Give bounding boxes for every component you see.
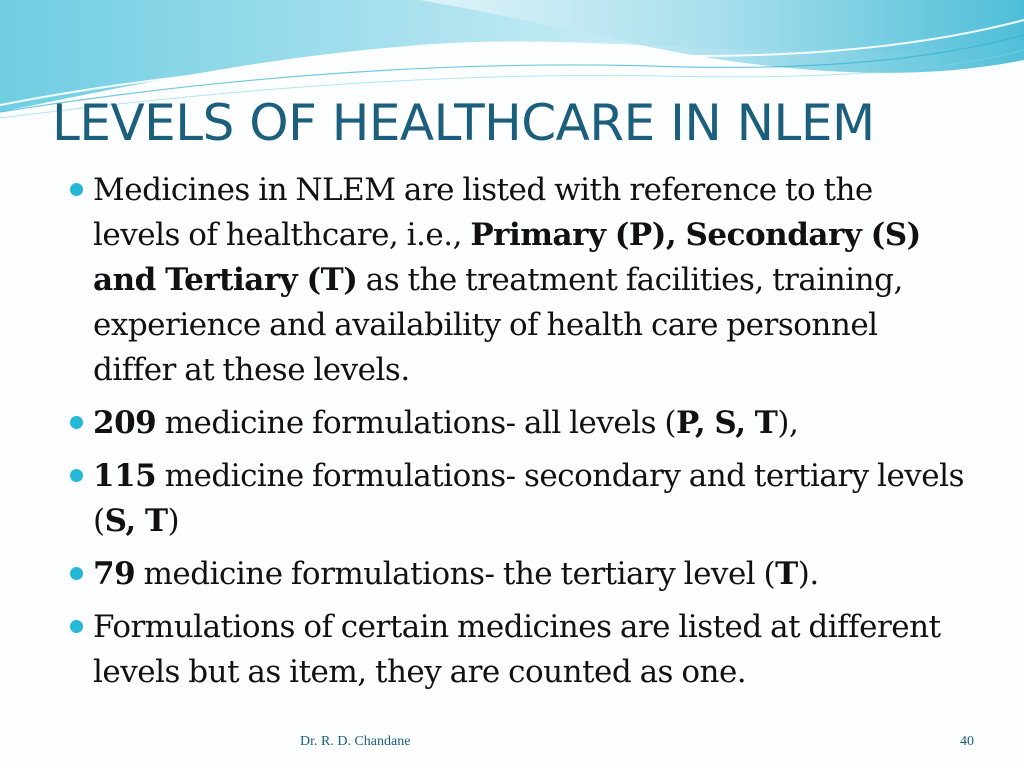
- footer-author: Dr. R. D. Chandane: [300, 734, 411, 749]
- bullet-dot-icon: [70, 620, 83, 633]
- bullet-text-bold: Primary (P), Secondary (S) and Tertiary (T): [93, 217, 921, 298]
- slide-title: LEVELS OF HEALTHCARE IN NLEM: [52, 94, 875, 152]
- bullet-dot-icon: [70, 416, 83, 429]
- bullet-text-bold: S, T: [104, 503, 168, 539]
- bullet-text: ).: [797, 556, 819, 592]
- bullet-list: [64, 168, 964, 703]
- bullet-count: 115: [93, 458, 157, 494]
- bullet-dot-icon: [70, 469, 83, 482]
- bullet-text: ): [167, 503, 180, 539]
- bullet-item: [64, 552, 964, 597]
- bullet-count: 209: [93, 405, 157, 441]
- bullet-text-bold: P, S, T: [676, 405, 778, 441]
- bullet-text: medicine formulations- the tertiary level (: [135, 556, 776, 592]
- bullet-text-bold: T: [775, 556, 798, 592]
- bullet-text: ),: [777, 405, 799, 441]
- bullet-item: [64, 605, 964, 695]
- bullet-item: [64, 168, 964, 393]
- bullet-item: [64, 401, 964, 446]
- bullet-item: [64, 454, 964, 544]
- page-number: 40: [960, 734, 974, 749]
- bullet-text: Medicines in NLEM are listed with reference to the levels of healthcare, i.e.,: [93, 172, 873, 253]
- bullet-text: medicine formulations- secondary and tertiary levels (: [93, 458, 964, 539]
- bullet-text: medicine formulations- all levels (: [156, 405, 677, 441]
- bullet-dot-icon: [70, 567, 83, 580]
- bullet-text: Formulations of certain medicines are listed at different levels but as item, they are counted as one.: [93, 609, 941, 690]
- bullet-dot-icon: [70, 183, 83, 196]
- bullet-text: as the treatment facilities, training, experience and availability of health care personnel differ at these levels.: [93, 262, 903, 388]
- bullet-count: 79: [93, 556, 136, 592]
